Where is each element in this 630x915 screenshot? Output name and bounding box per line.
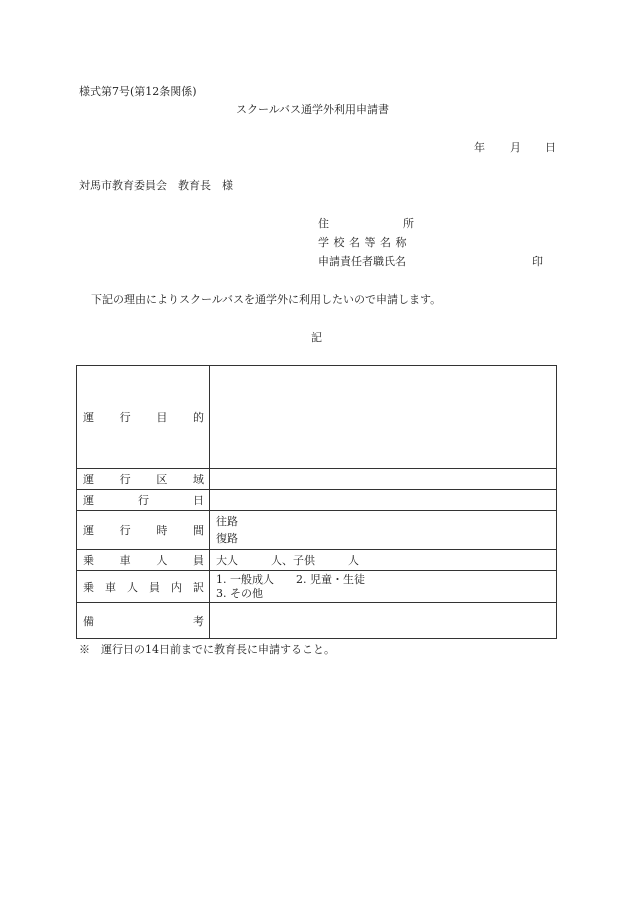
breakdown-line-1: 1. 一般成人 2. 児童・生徒	[216, 572, 365, 586]
applicant-address-label	[318, 218, 414, 229]
passengers-value[interactable]: 大人 人、子供 人	[210, 550, 557, 571]
addressee: 対馬市教育委員会 教育長 様	[79, 179, 233, 192]
row-breakdown	[77, 571, 557, 603]
section-input[interactable]	[210, 469, 557, 490]
ki-heading: 記	[311, 331, 322, 344]
row-time	[77, 511, 557, 550]
intro-sentence: 下記の理由によりスクールバスを通学外に利用したいので申請します。	[91, 293, 442, 306]
breakdown-input[interactable]	[210, 571, 557, 603]
date-year-label: 年	[474, 141, 485, 154]
form-title: スクールバス通学外利用申請書	[236, 103, 390, 116]
section-label: 運 行 区 域	[83, 473, 204, 486]
application-table	[76, 365, 557, 639]
day-label: 運 行 日	[83, 494, 204, 507]
purpose-input[interactable]	[210, 366, 557, 469]
remarks-input[interactable]	[210, 603, 557, 639]
row-remarks	[77, 603, 557, 639]
time-return-label: 復路	[216, 532, 238, 545]
day-input[interactable]	[210, 490, 557, 511]
applicant-address-char-1: 住	[318, 217, 329, 230]
time-label-cell	[77, 511, 210, 550]
breakdown-line-2: 3. その他	[216, 586, 263, 600]
breakdown-label-cell	[77, 571, 210, 603]
purpose-label-cell	[77, 366, 210, 469]
footnote: ※ 運行日の14日前までに教育長に申請すること。	[79, 643, 335, 656]
time-outbound-label: 往路	[216, 515, 238, 528]
row-day	[77, 490, 557, 511]
row-section	[77, 469, 557, 490]
form-number: 様式第7号(第12条関係)	[79, 85, 197, 98]
section-label-cell	[77, 469, 210, 490]
day-label-cell	[77, 490, 210, 511]
row-passengers	[77, 550, 557, 571]
remarks-label-cell	[77, 603, 210, 639]
passengers-label: 乗 車 人 員	[83, 554, 204, 567]
remarks-label: 備 考	[83, 614, 204, 628]
passengers-label-cell	[77, 550, 210, 571]
applicant-name-label: 申請責任者職氏名	[318, 255, 406, 268]
applicant-address-char-2: 所	[403, 217, 414, 230]
time-input[interactable]	[210, 511, 557, 550]
breakdown-label: 乗 車 人 員 内 訳	[83, 580, 204, 594]
purpose-label: 運 行 目 的	[83, 411, 204, 424]
date-month-label: 月	[510, 141, 521, 154]
applicant-school-label: 学校名等名称	[318, 236, 411, 249]
date-day-label: 日	[545, 141, 556, 154]
time-label: 運 行 時 間	[83, 524, 204, 537]
seal-mark: 印	[532, 255, 543, 268]
row-purpose	[77, 366, 557, 469]
